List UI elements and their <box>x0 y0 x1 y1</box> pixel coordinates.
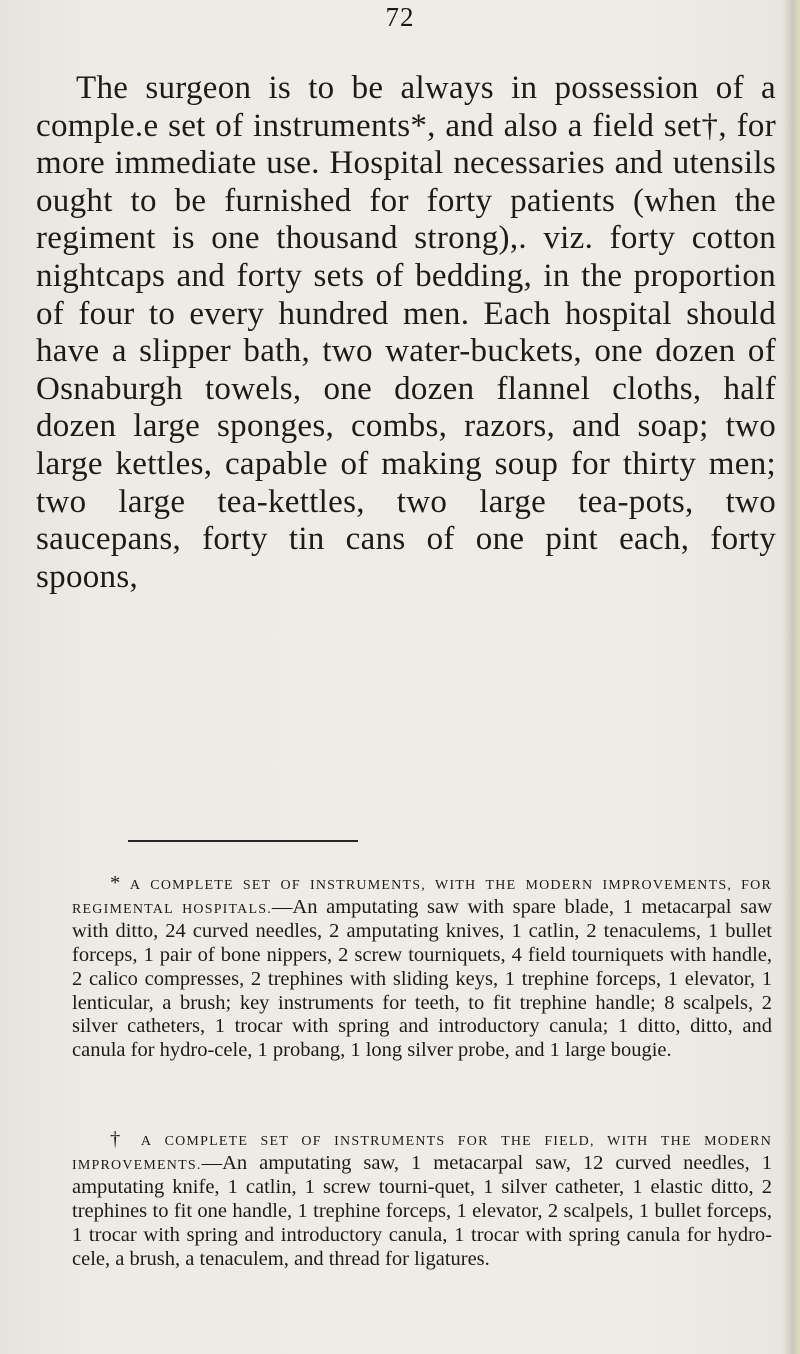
footnote-heading: a complete set of instruments, with the modern improvements, for regimental hospitals. <box>72 872 773 918</box>
footnote-text: —An amputating saw with spare blade, 1 metacarpal saw with ditto, 24 curved needles, 2 amputating knives, 1 catlin, 2 tenaculems, 1 bullet forceps, 1 pair of bone nippers, 2 screw tourniquets, 4 field tourniquets with handle, 2 calico compresses, 2 trephines with sliding keys, 1 trephine forceps, 1 elevator, 1 lenticular, a brush; key instruments for teeth, to fit trephine handle; 8 scalpels, 2 silver catheters, 1 trocar with spring and introductory canula; 1 ditto, ditto, and canula for hydro-cele, 1 probang, 1 long silver probe, and 1 large bougie. <box>72 895 772 1062</box>
footnote-mark: * <box>110 872 121 894</box>
page-number: 72 <box>385 2 415 32</box>
page-edge-shadow <box>782 0 800 1354</box>
footnote-instruments <box>72 872 772 1063</box>
footnote-text: —An amputating saw, 1 metacarpal saw, 12 curved needles, 1 amputating knife, 1 catlin, 1 screw tourni-quet, 1 silver catheter, 1 elastic ditto, 2 trephines to fit one handle, 1 trephine forceps, 1 elevator, 2 scalpels, 1 bullet forceps, 1 trocar with spring and introductory canula, 1 trocar with spring canula for hydro-cele, a brush, a tenaculem, and thread for ligatures. <box>72 1151 772 1270</box>
footnote-heading: a complete set of instruments for the field, with the modern improvements. <box>72 1128 772 1174</box>
footnote-field-set <box>72 1128 772 1271</box>
footnote-mark: † <box>110 1128 128 1150</box>
footnote-divider <box>128 840 358 842</box>
main-paragraph: The surgeon is to be always in possession of a comple.e set of instruments*, and also a field set†, for more immediate use. Hospital necessaries and utensils ought to be furnished for forty patients (when the regiment is one thousand strong),. viz. forty cotton nightcaps and forty sets of bedding, in the proportion of four to every hundred men. Each hospital should have a slipper bath, two water-buckets, one dozen of Osnaburgh towels, one dozen flannel cloths, half dozen large sponges, combs, razors, and soap; two large kettles, capable of making soup for thirty men; two large tea-kettles, two large tea-pots, two saucepans, forty tin cans of one pint each, forty spoons, <box>36 70 776 595</box>
